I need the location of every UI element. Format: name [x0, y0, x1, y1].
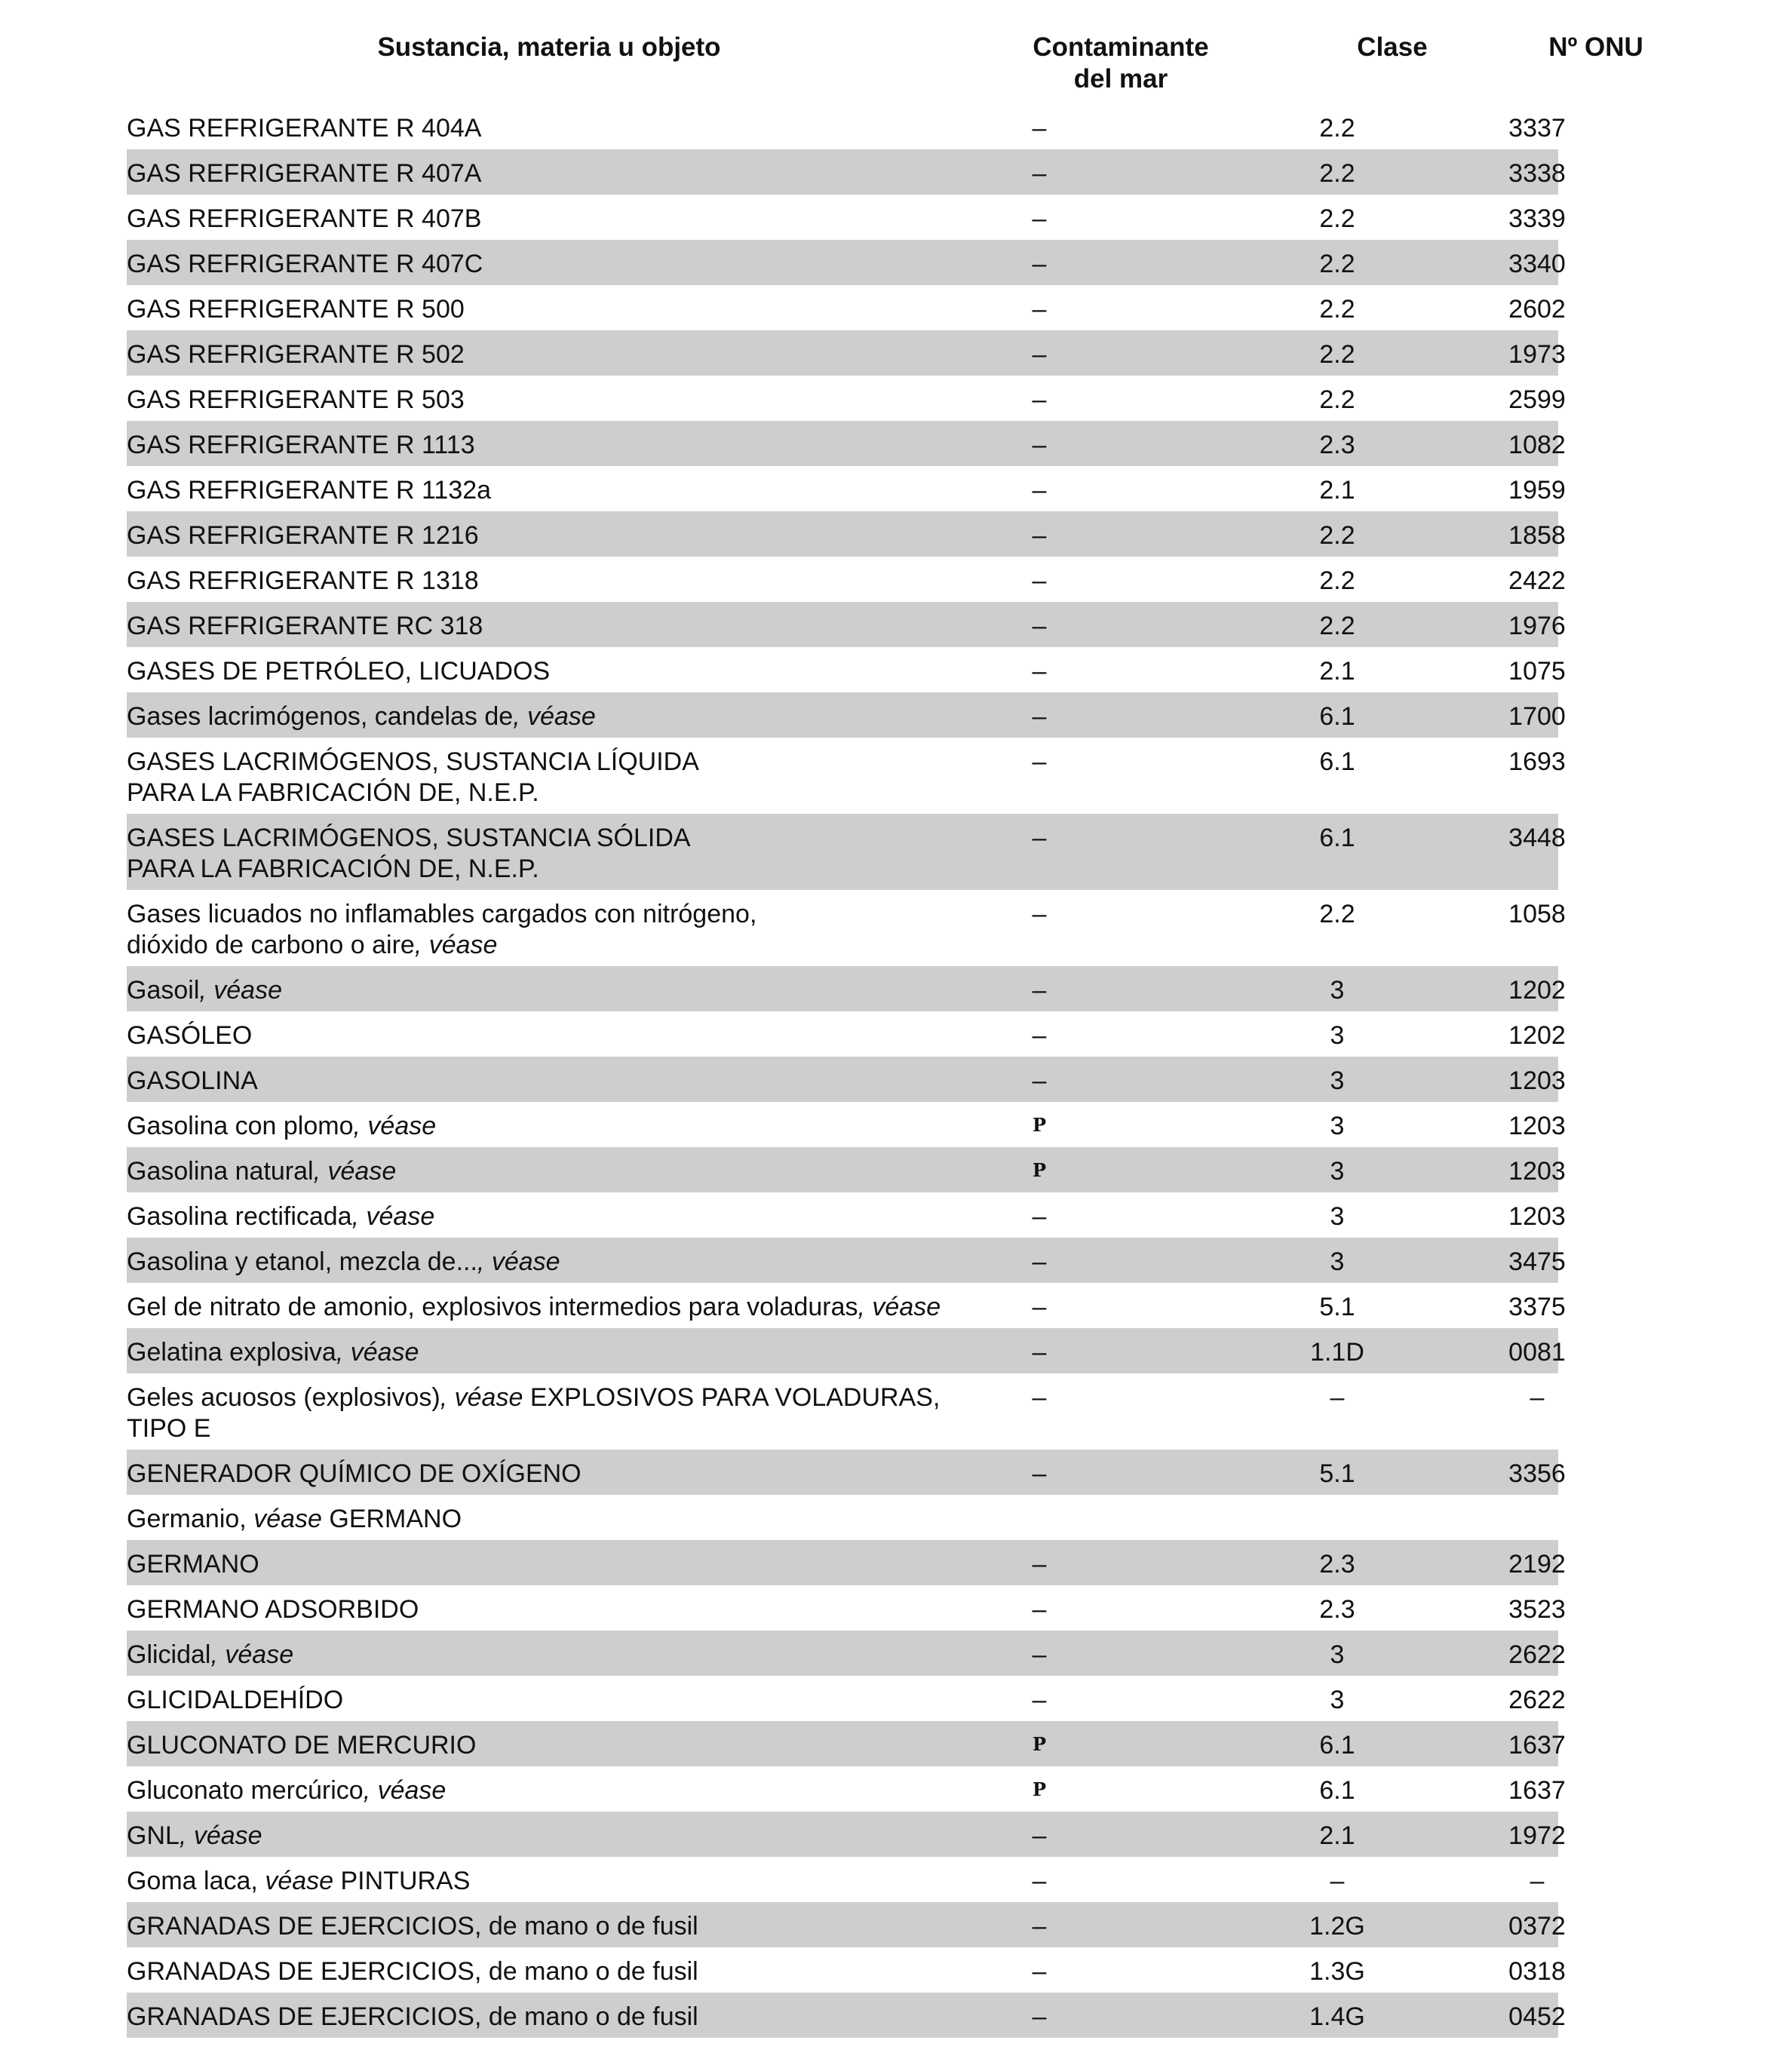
cell-sustancia [127, 656, 979, 687]
cell-onu: 1973 [1508, 340, 1566, 369]
cell-sustancia [127, 294, 979, 325]
table-row [127, 1495, 1558, 1540]
cell-onu: 1203 [1508, 1066, 1566, 1095]
cell-onu: 1082 [1508, 431, 1566, 459]
substance-name: GRANADAS DE EJERCICIOS, de mano o de fusil [127, 1957, 698, 1986]
cell-clase: 5.1 [1319, 1459, 1355, 1488]
cell-contaminante: – [1032, 1686, 1047, 1714]
substance-name: Geles acuosos (explosivos) [127, 1383, 440, 1412]
cell-contaminante: – [1032, 1595, 1047, 1624]
table-row [127, 240, 1566, 285]
see-reference: , véase [179, 1821, 262, 1850]
cell-onu: 0318 [1508, 1957, 1566, 1986]
cell-contaminante: – [1032, 431, 1047, 459]
header-sustancia: Sustancia, materia u objeto [377, 32, 721, 62]
cell-sustancia [127, 975, 979, 1006]
cell-onu: 0452 [1508, 2002, 1566, 2031]
cell-sustancia [127, 1730, 979, 1761]
cell-contaminante: P [1032, 1778, 1047, 1800]
cell-onu: 2622 [1508, 1640, 1566, 1669]
cell-contaminante: – [1032, 476, 1047, 505]
substance-name: GERMANO [127, 1550, 259, 1579]
cell-clase: 2.2 [1319, 340, 1355, 369]
cell-onu: 2622 [1508, 1686, 1566, 1714]
cell-clase: 5.1 [1319, 1293, 1355, 1321]
table-row [127, 1450, 1566, 1495]
see-reference: , véase [313, 1157, 397, 1186]
cell-sustancia [127, 1066, 979, 1097]
cell-sustancia [127, 823, 979, 885]
substance-name: GLUCONATO DE MERCURIO [127, 1731, 477, 1760]
table-row [127, 1283, 1566, 1328]
substance-name: GAS REFRIGERANTE R 1113 [127, 431, 475, 459]
cell-clase: 1.4G [1309, 2002, 1365, 2031]
table-row [127, 602, 1566, 647]
cell-clase: 6.1 [1319, 824, 1355, 852]
table-row [127, 1192, 1566, 1238]
cell-onu: 2192 [1508, 1550, 1566, 1579]
cell-contaminante: – [1032, 824, 1047, 852]
cell-onu: 3340 [1508, 250, 1566, 278]
cell-clase: 3 [1330, 1112, 1345, 1140]
table-row [127, 1902, 1566, 1947]
table-row [127, 1147, 1566, 1192]
cell-contaminante: P [1032, 1733, 1047, 1755]
cell-contaminante: – [1032, 1202, 1047, 1231]
cell-clase: 6.1 [1319, 702, 1355, 731]
cell-contaminante: – [1032, 1640, 1047, 1669]
table-row [127, 330, 1566, 376]
cell-contaminante: – [1032, 1021, 1047, 1050]
cell-onu: 1058 [1508, 900, 1566, 928]
substance-name: Gasolina con plomo [127, 1112, 354, 1140]
cell-contaminante: – [1032, 657, 1047, 686]
cell-clase: 2.1 [1319, 657, 1355, 686]
table-row [127, 104, 1566, 149]
substance-name: GAS REFRIGERANTE R 407C [127, 250, 483, 278]
cell-onu: 0081 [1508, 1338, 1566, 1367]
cell-onu: 0372 [1508, 1912, 1566, 1941]
substance-name: GAS REFRIGERANTE R 407B [127, 204, 482, 233]
cell-onu: 1700 [1508, 702, 1566, 731]
substance-name: GAS REFRIGERANTE R 407A [127, 159, 482, 188]
see-reference: véase [265, 1867, 334, 1895]
cell-clase: 6.1 [1319, 1731, 1355, 1760]
substance-name: Gases licuados no inflamables cargados con nitrógeno, dióxido de carbono o aire [127, 900, 757, 959]
table-row [127, 285, 1566, 330]
see-reference: , véase [440, 1383, 523, 1412]
substance-name: Gases lacrimógenos, candelas de [127, 702, 514, 731]
substance-name: GERMANO ADSORBIDO [127, 1595, 419, 1624]
cell-clase: 2.2 [1319, 566, 1355, 595]
cell-contaminante: – [1032, 1821, 1047, 1850]
cell-onu: 1693 [1508, 747, 1566, 776]
cell-sustancia [127, 1382, 979, 1444]
cell-clase: 6.1 [1319, 1776, 1355, 1805]
cell-sustancia [127, 249, 979, 280]
substance-name: Goma laca, [127, 1867, 265, 1895]
see-reference: véase [253, 1505, 322, 1533]
cell-sustancia [127, 1821, 979, 1852]
substance-name: GENERADOR QUÍMICO DE OXÍGENO [127, 1459, 581, 1488]
cell-onu: 3339 [1508, 204, 1566, 233]
cell-contaminante: – [1032, 1338, 1047, 1367]
cell-contaminante: – [1032, 1066, 1047, 1095]
cell-contaminante: – [1032, 566, 1047, 595]
cell-clase: 1.3G [1309, 1957, 1365, 1986]
table-row [127, 557, 1566, 602]
table-row [127, 1631, 1566, 1676]
table-row [127, 1676, 1566, 1721]
substance-name: GASOLINA [127, 1066, 258, 1095]
cell-contaminante: – [1032, 295, 1047, 324]
see-reference: , véase [351, 1202, 435, 1231]
table-row [127, 966, 1566, 1011]
cell-sustancia [127, 1956, 979, 1987]
cell-sustancia [127, 1111, 979, 1142]
cell-sustancia [127, 1911, 979, 1942]
substance-name: Gasolina rectificada [127, 1202, 352, 1231]
cell-onu: 2599 [1508, 385, 1566, 414]
see-reference: , véase [363, 1776, 446, 1805]
substance-name: GASES LACRIMÓGENOS, SUSTANCIA LÍQUIDA PARA LA FABRICACIÓN DE, N.E.P. [127, 747, 699, 807]
table-row [127, 1993, 1566, 2038]
table-row [127, 1011, 1566, 1057]
cell-contaminante: – [1032, 1459, 1047, 1488]
table-row [127, 647, 1566, 692]
cell-clase: 3 [1330, 1021, 1345, 1050]
cell-contaminante: – [1032, 250, 1047, 278]
cell-onu: 3375 [1508, 1293, 1566, 1321]
cell-contaminante: – [1032, 1293, 1047, 1321]
cell-clase: 2.2 [1319, 204, 1355, 233]
cell-clase: 3 [1330, 1202, 1345, 1231]
cell-contaminante: – [1032, 1912, 1047, 1941]
table-row [127, 1328, 1566, 1373]
cell-onu: 1203 [1508, 1112, 1566, 1140]
table-row [127, 1766, 1566, 1812]
cell-onu: 1959 [1508, 476, 1566, 505]
table-row [127, 511, 1566, 557]
cell-sustancia [127, 1292, 979, 1323]
cell-sustancia [127, 566, 979, 597]
substance-name: GNL [127, 1821, 180, 1850]
substance-name: Gluconato mercúrico [127, 1776, 364, 1805]
cell-sustancia [127, 339, 979, 370]
cell-sustancia [127, 1504, 979, 1535]
cell-contaminante: P [1032, 1159, 1047, 1181]
cell-onu: 3356 [1508, 1459, 1566, 1488]
cell-onu: 3523 [1508, 1595, 1566, 1624]
substance-name: GASÓLEO [127, 1021, 253, 1050]
cell-clase: 2.2 [1319, 385, 1355, 414]
cell-contaminante: – [1032, 747, 1047, 776]
cell-onu: 1637 [1508, 1776, 1566, 1805]
cell-contaminante: P [1032, 1114, 1047, 1136]
cell-sustancia [127, 1156, 979, 1187]
table-row [127, 1721, 1566, 1766]
cell-clase: 3 [1330, 1066, 1345, 1095]
cell-contaminante: – [1032, 2002, 1047, 2031]
substance-name: GAS REFRIGERANTE R 1132a [127, 476, 492, 505]
see-reference: , véase [199, 976, 282, 1005]
cell-contaminante: – [1032, 702, 1047, 731]
cell-clase: 2.3 [1319, 1550, 1355, 1579]
substance-name: GASES DE PETRÓLEO, LICUADOS [127, 657, 551, 686]
header-contaminante: Contaminante del mar [1033, 32, 1209, 94]
cell-sustancia [127, 611, 979, 642]
table-row [127, 1057, 1566, 1102]
cell-sustancia [127, 1337, 979, 1368]
table-row [127, 421, 1566, 466]
cell-contaminante: – [1032, 114, 1047, 143]
cell-sustancia [127, 701, 979, 732]
cell-clase: – [1330, 1867, 1345, 1895]
substance-name: Gel de nitrato de amonio, explosivos intermedios para voladuras [127, 1293, 858, 1321]
cell-onu: 1203 [1508, 1157, 1566, 1186]
table-row [127, 738, 1566, 814]
substance-name: GAS REFRIGERANTE R 503 [127, 385, 465, 414]
cell-onu: 1202 [1508, 1021, 1566, 1050]
cell-clase: – [1330, 1383, 1345, 1412]
table-row [127, 195, 1566, 240]
cell-onu: 3338 [1508, 159, 1566, 188]
cell-contaminante: – [1032, 900, 1047, 928]
cell-contaminante: – [1032, 1550, 1047, 1579]
substance-name: GAS REFRIGERANTE R 500 [127, 295, 465, 324]
cell-contaminante: – [1032, 976, 1047, 1005]
cell-contaminante: – [1032, 1247, 1047, 1276]
see-reference: , véase [858, 1293, 941, 1321]
table-row [127, 1238, 1566, 1283]
substance-name: Gasoil [127, 976, 200, 1005]
cell-onu: 1858 [1508, 521, 1566, 550]
cell-sustancia [127, 204, 979, 235]
cell-sustancia [127, 1459, 979, 1490]
table-row [127, 1812, 1566, 1857]
cell-sustancia [127, 475, 979, 506]
table-row [127, 692, 1566, 738]
see-reference: , véase [336, 1338, 419, 1367]
cell-contaminante: – [1032, 1957, 1047, 1986]
cell-sustancia [127, 899, 979, 961]
cell-onu: 2602 [1508, 295, 1566, 324]
cell-clase: 2.2 [1319, 900, 1355, 928]
table-row [127, 890, 1566, 966]
cell-sustancia [127, 1247, 979, 1278]
cell-clase: 2.2 [1319, 521, 1355, 550]
table-body [127, 104, 1566, 2038]
cell-onu: – [1530, 1867, 1545, 1895]
cell-clase: 3 [1330, 976, 1345, 1005]
table-row [127, 1373, 1558, 1450]
cell-onu: 1972 [1508, 1821, 1566, 1850]
cell-sustancia [127, 430, 979, 461]
cell-contaminante: – [1032, 204, 1047, 233]
substance-name: GAS REFRIGERANTE R 1216 [127, 521, 479, 550]
cell-sustancia [127, 1594, 979, 1625]
cell-clase: 2.2 [1319, 159, 1355, 188]
cell-sustancia [127, 520, 979, 551]
table-row [127, 1585, 1566, 1631]
substance-name: Gasolina y etanol, mezcla de... [127, 1247, 477, 1276]
table-row [127, 1947, 1566, 1993]
cell-contaminante: – [1032, 612, 1047, 640]
cell-onu: 3337 [1508, 114, 1566, 143]
table-row [127, 1540, 1566, 1585]
cell-sustancia [127, 1866, 979, 1897]
cell-clase: 3 [1330, 1157, 1345, 1186]
cell-sustancia [127, 113, 979, 144]
substance-name: GLICIDALDEHÍDO [127, 1686, 344, 1714]
substance-name: GAS REFRIGERANTE R 502 [127, 340, 465, 369]
cell-clase: 2.1 [1319, 1821, 1355, 1850]
cell-contaminante: – [1032, 1383, 1047, 1412]
cell-contaminante: – [1032, 385, 1047, 414]
substance-name: Gelatina explosiva [127, 1338, 336, 1367]
see-target: EXPLOSIVOS PARA VOLADURAS, TIPO E [127, 1383, 940, 1443]
cell-clase: 1.2G [1309, 1912, 1365, 1941]
cell-sustancia [127, 1775, 979, 1806]
cell-clase: 3 [1330, 1247, 1345, 1276]
cell-sustancia [127, 1640, 979, 1671]
substance-name: GASES LACRIMÓGENOS, SUSTANCIA SÓLIDA PARA LA FABRICACIÓN DE, N.E.P. [127, 824, 691, 883]
substance-name: Glicidal [127, 1640, 211, 1669]
cell-contaminante: – [1032, 1867, 1047, 1895]
cell-clase: 2.2 [1319, 250, 1355, 278]
cell-onu: 2422 [1508, 566, 1566, 595]
cell-clase: 2.3 [1319, 431, 1355, 459]
see-target: GERMANO [321, 1505, 462, 1533]
see-reference: , véase [477, 1247, 560, 1276]
cell-contaminante: – [1032, 159, 1047, 188]
cell-clase: 6.1 [1319, 747, 1355, 776]
substance-name: GAS REFRIGERANTE R 404A [127, 114, 482, 143]
substance-name: GAS REFRIGERANTE RC 318 [127, 612, 483, 640]
see-reference: , véase [414, 931, 498, 959]
substance-name: GRANADAS DE EJERCICIOS, de mano o de fusil [127, 1912, 698, 1941]
cell-contaminante: – [1032, 521, 1047, 550]
header-clase: Clase [1357, 32, 1428, 62]
cell-contaminante: – [1032, 340, 1047, 369]
table-row [127, 1102, 1566, 1147]
table-row [127, 814, 1566, 890]
cell-onu: 1637 [1508, 1731, 1566, 1760]
cell-sustancia [127, 2002, 979, 2033]
cell-sustancia [127, 385, 979, 416]
cell-onu: 3448 [1508, 824, 1566, 852]
cell-clase: 2.2 [1319, 114, 1355, 143]
cell-clase: 2.2 [1319, 295, 1355, 324]
table-row [127, 1857, 1558, 1902]
cell-clase: 3 [1330, 1640, 1345, 1669]
table-row [127, 149, 1566, 195]
substance-name: GAS REFRIGERANTE R 1318 [127, 566, 479, 595]
cell-onu: – [1530, 1383, 1545, 1412]
see-reference: , véase [513, 702, 596, 731]
cell-onu: 1075 [1508, 657, 1566, 686]
cell-clase: 2.2 [1319, 612, 1355, 640]
cell-sustancia [127, 747, 979, 808]
cell-clase: 3 [1330, 1686, 1345, 1714]
see-reference: , véase [353, 1112, 437, 1140]
substance-name: GRANADAS DE EJERCICIOS, de mano o de fusil [127, 2002, 698, 2031]
cell-onu: 1976 [1508, 612, 1566, 640]
header-onu: Nº ONU [1548, 32, 1643, 62]
cell-sustancia [127, 1201, 979, 1232]
cell-sustancia [127, 1020, 979, 1051]
table-row [127, 466, 1566, 511]
cell-sustancia [127, 1549, 979, 1580]
table-header [127, 32, 1643, 100]
cell-clase: 1.1D [1310, 1338, 1364, 1367]
substance-name: Gasolina natural [127, 1157, 314, 1186]
table-row [127, 376, 1566, 421]
cell-clase: 2.1 [1319, 476, 1355, 505]
cell-onu: 1203 [1508, 1202, 1566, 1231]
cell-clase: 2.3 [1319, 1595, 1355, 1624]
see-reference: , véase [210, 1640, 294, 1669]
cell-sustancia [127, 158, 979, 189]
cell-onu: 3475 [1508, 1247, 1566, 1276]
see-target: PINTURAS [333, 1867, 471, 1895]
substance-name: Germanio, [127, 1505, 254, 1533]
cell-onu: 1202 [1508, 976, 1566, 1005]
cell-sustancia [127, 1685, 979, 1716]
